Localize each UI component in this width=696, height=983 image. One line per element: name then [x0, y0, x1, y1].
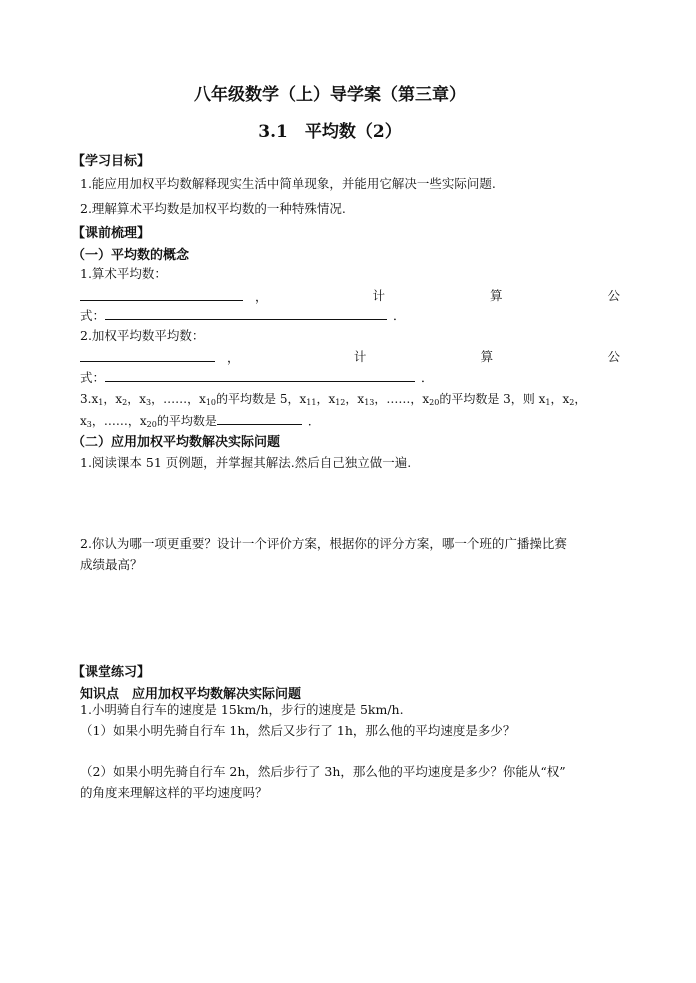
answer-blank[interactable]: [80, 349, 215, 362]
practice-heading: 【课堂练习】: [72, 665, 151, 680]
part2-question-2-line2: 成绩最高？: [80, 557, 143, 572]
page-title: 八年级数学（上）导学案（第三章）: [194, 85, 466, 105]
practice-question-1-2-line1: （2）如果小明先骑自行车 2h，然后步行了 3h，那么他的平均速度是多少？你能从“权”: [80, 764, 566, 779]
q3-line2: $x_3$，……，$x_{20}$的平均数是 ．: [80, 414, 320, 429]
word-suan: 算: [489, 288, 503, 303]
answer-blank[interactable]: [80, 288, 243, 301]
q2-formula-line: [80, 369, 434, 386]
part2-question-1: 1.阅读课本 51 页例题，并掌握其解法.然后自己独立做一遍.: [80, 455, 412, 470]
part1-title: （一）平均数的概念: [72, 248, 190, 263]
comma: ，: [255, 289, 268, 304]
word-shi: 式：: [80, 308, 106, 323]
period: ．: [393, 308, 406, 323]
answer-blank[interactable]: [217, 412, 302, 425]
q1-formula-line: [80, 307, 406, 324]
word-gong: 公: [607, 288, 620, 303]
practice-question-1-2-line2: 的角度来理解这样的平均速度吗？: [80, 785, 268, 800]
word-gong: 公: [607, 349, 620, 364]
word-suan: 算: [480, 349, 494, 364]
word-ji: 计: [372, 288, 385, 303]
objective-item: 2.理解算术平均数是加权平均数的一种特殊情况.: [80, 201, 346, 216]
answer-blank[interactable]: [105, 307, 387, 320]
period: ．: [307, 414, 320, 428]
objective-item: 1.能应用加权平均数解释现实生活中简单现象，并能用它解决一些实际问题.: [80, 176, 496, 191]
knowledge-point: 知识点 应用加权平均数解决实际问题: [80, 687, 302, 702]
q2-line: [80, 349, 620, 366]
objectives-heading: 【学习目标】: [72, 154, 151, 169]
word-shi: 式：: [80, 370, 106, 385]
practice-question-1: 1.小明骑自行车的速度是 15km/h，步行的速度是 5km/h.: [80, 702, 404, 717]
page-subtitle: 3.1 平均数（2）: [258, 122, 402, 142]
comma: ，: [227, 350, 240, 365]
q1-label: 1.算术平均数：: [80, 266, 167, 281]
answer-blank[interactable]: [105, 369, 415, 382]
word-ji: 计: [353, 349, 367, 364]
preview-heading: 【课前梳理】: [72, 226, 151, 241]
q1-line: [80, 288, 620, 305]
practice-question-1-1: （1）如果小明先骑自行车 1h，然后又步行了 1h，那么他的平均速度是多少？: [80, 723, 516, 738]
part2-title: （二）应用加权平均数解决实际问题: [72, 435, 281, 450]
q3-line1: $3.x_1$，$x_2$，$x_3$，……，$x_{10}$的平均数是 5，$x_{11}$，$x_{12}$，$x_{13}$，……，$x_{20}$的平均数是 3，则 $x_1$，$x_2$，: [80, 392, 587, 407]
q2-label: 2.加权平均数平均数：: [80, 328, 205, 343]
period: ．: [421, 370, 434, 385]
part2-question-2-line1: 2.你认为哪一项更重要？设计一个评价方案，根据你的评分方案，哪一个班的广播操比赛: [80, 536, 567, 551]
